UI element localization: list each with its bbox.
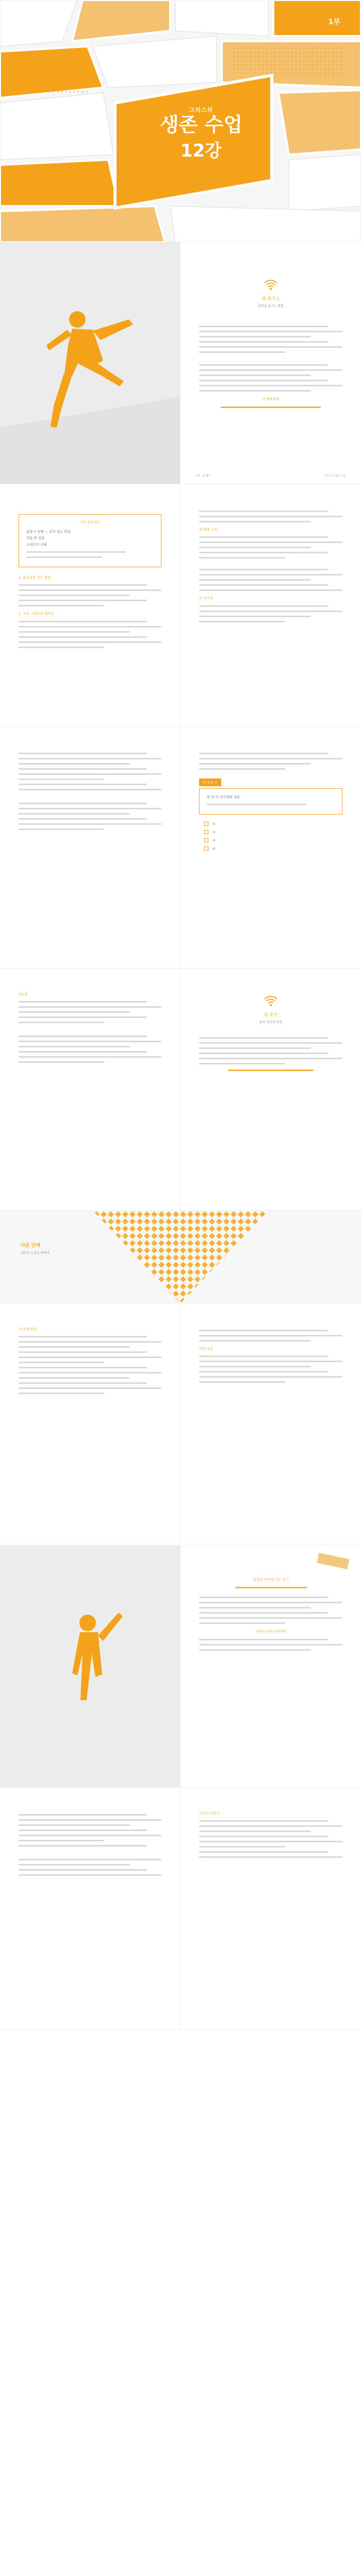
- page-footer: [196, 474, 346, 478]
- chapter-open-page: [180, 242, 361, 484]
- section-heading: 첫 번째 수업: [199, 528, 218, 532]
- text-page-right: [180, 1303, 361, 1545]
- text-spread-1: [0, 484, 361, 726]
- text-page-left: [0, 484, 180, 726]
- callout-text: 한 번 더 생각해볼 질문: [207, 795, 240, 799]
- halftone-pattern: [10, 170, 98, 201]
- summary-line: 몸풀기 첫째 — 혼자 걷는 연습: [26, 530, 71, 534]
- section-mark: 1단계: [19, 992, 27, 996]
- cover-spread: [0, 0, 361, 242]
- section-title: 일상의 마지막 시도 하기: [253, 1578, 289, 1582]
- checklist-item[interactable]: ③: [204, 838, 342, 842]
- standing-figure-illustration: [0, 1546, 180, 1788]
- transition-banner: [0, 1211, 361, 1303]
- summary-box-title: 이번 장의 핵심: [80, 521, 100, 524]
- text-page-right: [180, 484, 361, 726]
- callout: [199, 776, 342, 815]
- kicking-figure-illustration: [0, 242, 180, 484]
- quote-text: 이제 더 멀리 나아가자: [256, 1630, 286, 1634]
- kicking-figure-page: [0, 242, 180, 484]
- checklist-item[interactable]: ④: [204, 846, 342, 851]
- checklist-item[interactable]: ①: [204, 822, 342, 826]
- figure-spread: [0, 1546, 361, 1788]
- chapter-badge: [180, 278, 361, 308]
- summary-line: 고대인의 지혜: [26, 542, 47, 547]
- checklist-item[interactable]: ②: [204, 830, 342, 834]
- chapter-open-spread: [0, 242, 361, 484]
- footer-right: 그리스식 생존 수업: [324, 474, 346, 478]
- section-heading: 세 번째 연습: [19, 1327, 37, 1331]
- text-spread-5: [0, 1788, 361, 2030]
- halftone-pattern: [232, 46, 346, 77]
- cover-number: 12강: [180, 140, 222, 161]
- text-spread-2: [0, 726, 361, 969]
- summary-line: 처음 한 걸음: [26, 536, 45, 540]
- section-heading: 2. 고대 그리스의 체육관: [19, 612, 54, 616]
- text-page-left: [0, 726, 180, 968]
- badge-title: 몸 풀기: [264, 1012, 277, 1017]
- text-page-right: [180, 969, 361, 1210]
- cover-subtitle: 그리스의: [189, 107, 214, 113]
- section-heading: 핵심 정리: [199, 1347, 214, 1351]
- section-badge: [180, 994, 361, 1024]
- banner-label: 다음 단계: [21, 1243, 40, 1248]
- diamond-pattern: [93, 1211, 268, 1303]
- text-page-right: [180, 1788, 361, 2029]
- figure-page: [0, 1546, 180, 1788]
- section-heading: 3. 마무리: [199, 596, 214, 601]
- chapter-subtitle: 방학을 즐기는 방법: [257, 304, 284, 308]
- badge-subtitle: 몸과 마음의 균형: [259, 1021, 283, 1024]
- text-page-right: [180, 1546, 361, 1787]
- banner-subtitle: 새로운 도전을 향하여: [21, 1251, 50, 1255]
- text-page-left: [0, 969, 180, 1210]
- wifi-signal-icon: [263, 994, 278, 1007]
- text-spread-4: [0, 1303, 361, 1546]
- cover-main-title: 생존 수업: [159, 113, 243, 136]
- cover-title: [155, 106, 248, 162]
- wifi-signal-icon: [263, 278, 278, 291]
- section-heading: 마지막 이야기: [199, 1811, 220, 1816]
- text-page-left: [0, 1303, 180, 1545]
- halftone-pattern: [10, 57, 88, 93]
- banner-text: [21, 1242, 50, 1255]
- summary-box: [19, 514, 161, 567]
- chapter-title: 몸 풀기 1: [262, 296, 280, 301]
- highlight-text: 첫 번째 알림: [262, 398, 280, 401]
- section-heading: 1. 운동장을 걷는 방법: [19, 575, 51, 580]
- part-badge: 1부: [321, 11, 348, 32]
- footer-left: 1부 · 몸 풀기: [196, 474, 211, 478]
- callout-box: [199, 788, 342, 815]
- text-page-right: [180, 726, 361, 968]
- text-spread-3: [0, 969, 361, 1211]
- text-page-left: [0, 1788, 180, 2029]
- callout-tag: 한 걸음 더: [199, 778, 221, 786]
- checklist: [204, 822, 342, 851]
- body-text: [199, 326, 342, 392]
